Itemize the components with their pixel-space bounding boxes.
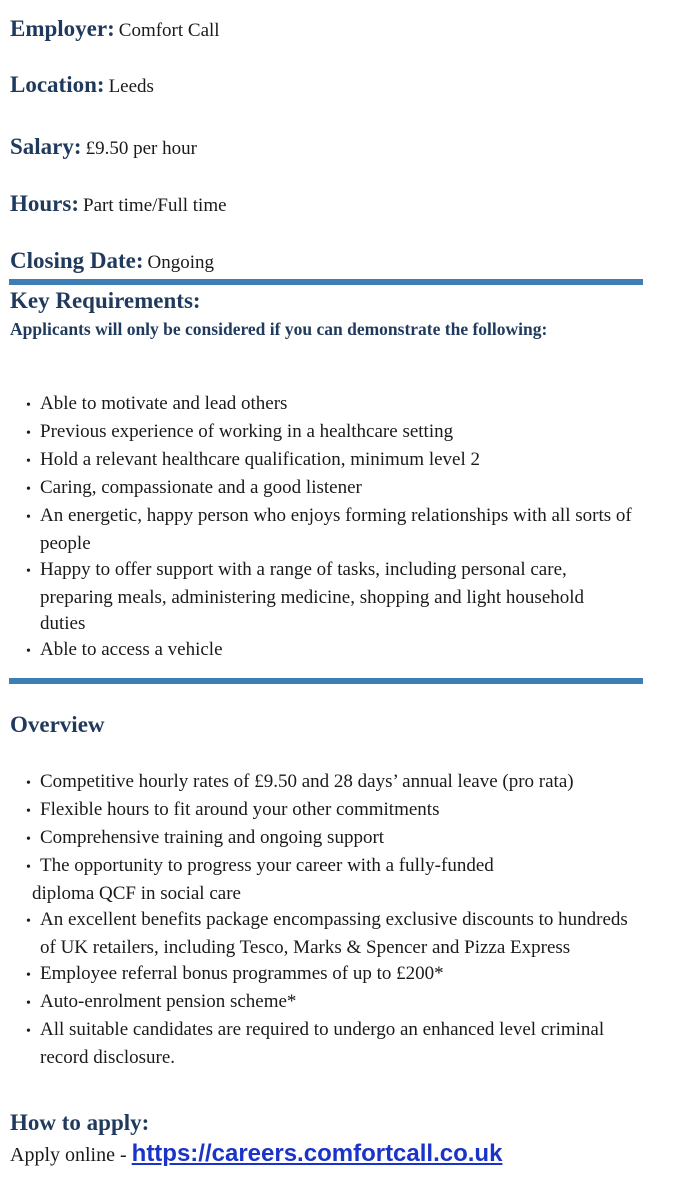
- salary-label: Salary:: [10, 134, 82, 159]
- list-item: • Auto-enrolment pension scheme*: [0, 989, 640, 1017]
- list-item: • Flexible hours to fit around your other commitments: [0, 797, 640, 825]
- bullet-icon: •: [26, 914, 31, 929]
- location-row: [10, 72, 154, 98]
- location-value: Leeds: [108, 76, 154, 97]
- bullet-icon: •: [26, 454, 31, 469]
- bullet-icon: •: [26, 996, 31, 1011]
- bullet-icon: •: [26, 426, 31, 441]
- bullet-icon: •: [26, 968, 31, 983]
- list-item: • The opportunity to progress your career with a fully-funded: [0, 853, 640, 881]
- bullet-icon: •: [26, 1024, 31, 1039]
- list-item: • Employee referral bonus programmes of up to £200*: [0, 961, 640, 989]
- section-divider: [9, 678, 643, 684]
- location-label: Location:: [10, 72, 105, 97]
- list-item: • Caring, compassionate and a good listener: [0, 475, 640, 503]
- list-item: • Happy to offer support with a range of tasks, including personal care, preparing meals, administering medicine, shopping and light household duties: [26, 559, 585, 634]
- closing-date-row: [10, 248, 214, 274]
- hours-value: Part time/Full time: [83, 195, 227, 216]
- list-item: • An excellent benefits package encompassing exclusive discounts to hundreds of UK retailers, including Tesco, Marks & Spencer and Pizza Express: [26, 909, 628, 958]
- list-item: • Previous experience of working in a healthcare setting: [0, 419, 640, 447]
- bullet-icon: •: [26, 776, 31, 791]
- requirements-intro: Applicants will only be considered if you can demonstrate the following:: [10, 319, 548, 339]
- key-requirements-heading: Key Requirements:: [10, 288, 201, 313]
- closing-date-label: Closing Date:: [10, 248, 144, 273]
- hours-row: [10, 191, 227, 217]
- bullet-icon: •: [26, 564, 31, 579]
- requirements-list: [0, 391, 640, 665]
- section-divider: [9, 279, 643, 285]
- employer-label: Employer:: [10, 16, 115, 41]
- list-item: • Competitive hourly rates of £9.50 and 28 days’ annual leave (pro rata): [0, 769, 640, 797]
- bullet-icon: •: [26, 860, 31, 875]
- how-to-apply-heading: How to apply:: [10, 1110, 150, 1135]
- careers-link[interactable]: https://careers.comfortcall.co.uk: [131, 1140, 503, 1167]
- list-item: • All suitable candidates are required to undergo an enhanced level criminal record disclosure.: [26, 1019, 605, 1068]
- apply-line: [10, 1140, 502, 1168]
- bullet-icon: •: [26, 644, 31, 659]
- overview-list: [0, 769, 640, 1071]
- employer-value: Comfort Call: [118, 20, 220, 41]
- salary-row: [10, 134, 197, 160]
- bullet-icon: •: [26, 804, 31, 819]
- list-item-continuation: diploma QCF in social care: [32, 883, 241, 904]
- bullet-icon: •: [26, 482, 31, 497]
- bullet-icon: •: [26, 832, 31, 847]
- hours-label: Hours:: [10, 191, 79, 216]
- bullet-icon: •: [26, 510, 31, 525]
- employer-row: [10, 16, 220, 42]
- apply-text: Apply online -: [10, 1144, 132, 1166]
- overview-heading: Overview: [10, 712, 105, 737]
- list-item: • Able to motivate and lead others: [0, 391, 640, 419]
- bullet-icon: •: [26, 398, 31, 413]
- list-item: • Able to access a vehicle: [0, 637, 640, 665]
- salary-value: £9.50 per hour: [85, 138, 197, 159]
- closing-date-value: Ongoing: [147, 252, 215, 273]
- list-item: • Hold a relevant healthcare qualification, minimum level 2: [0, 447, 640, 475]
- list-item: • An energetic, happy person who enjoys forming relationships with all sorts of people: [26, 505, 632, 554]
- list-item: • Comprehensive training and ongoing support: [0, 825, 640, 853]
